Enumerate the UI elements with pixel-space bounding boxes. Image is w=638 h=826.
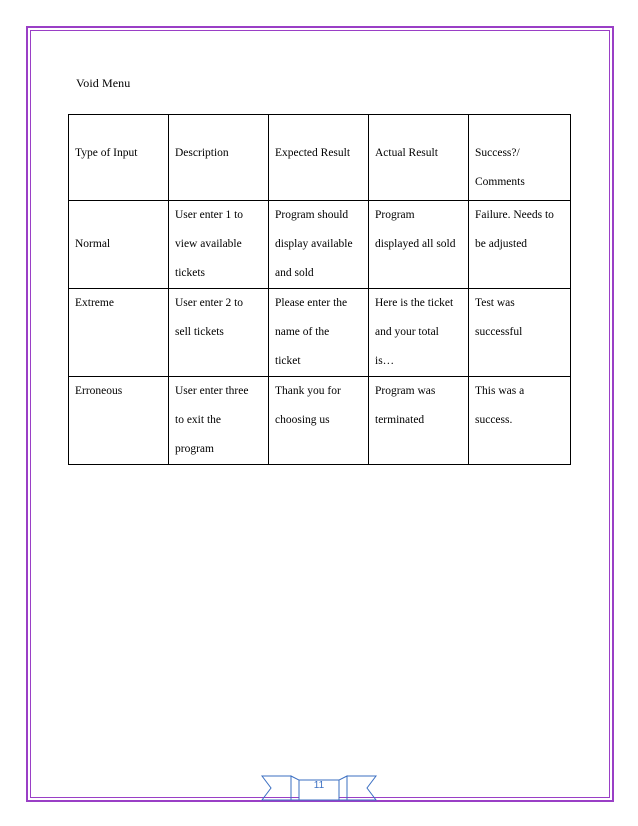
type-cell: Erroneous <box>69 377 169 465</box>
table-header-row <box>69 115 571 201</box>
description-cell: User enter 2 to sell tickets <box>169 289 269 377</box>
comments-cell: Failure. Needs to be adjusted <box>469 201 571 289</box>
page-number-ribbon <box>261 775 377 801</box>
test-table <box>68 114 571 465</box>
table-row <box>69 289 571 377</box>
description-cell: User enter 1 to view available tickets <box>169 201 269 289</box>
header-cell: Actual Result <box>369 115 469 201</box>
comments-cell: This was a success. <box>469 377 571 465</box>
header-cell: Description <box>169 115 269 201</box>
expected-cell: Program should display available and sold <box>269 201 369 289</box>
header-cell: Expected Result <box>269 115 369 201</box>
header-cell: Type of Input <box>69 115 169 201</box>
type-cell: Extreme <box>69 289 169 377</box>
actual-cell: Here is the ticket and your total is… <box>369 289 469 377</box>
table-row <box>69 377 571 465</box>
table-row <box>69 201 571 289</box>
comments-cell: Test was successful <box>469 289 571 377</box>
actual-cell: Program displayed all sold <box>369 201 469 289</box>
description-cell: User enter three to exit the program <box>169 377 269 465</box>
section-heading: Void Menu <box>76 76 131 90</box>
actual-cell: Program was terminated <box>369 377 469 465</box>
expected-cell: Thank you for choosing us <box>269 377 369 465</box>
type-cell: Normal <box>69 201 169 289</box>
header-cell: Success?/ Comments <box>469 115 571 201</box>
expected-cell: Please enter the name of the ticket <box>269 289 369 377</box>
page-number: 11 <box>313 780 325 791</box>
